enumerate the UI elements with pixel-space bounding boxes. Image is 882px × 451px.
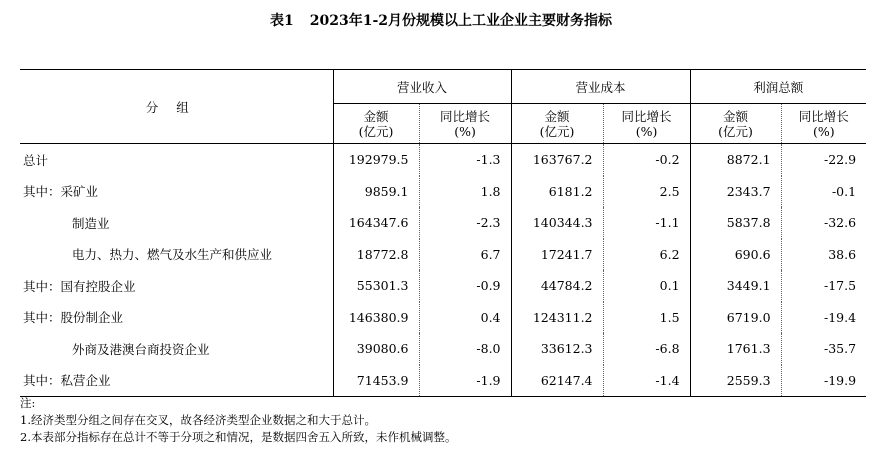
table-row: [20, 176, 866, 208]
table-cell: 2559.3: [690, 365, 781, 397]
table-row: [20, 239, 866, 271]
sub-header-amount: 金额 (亿元): [690, 104, 781, 144]
sub-header-amount: 金额 (亿元): [511, 104, 603, 144]
table-title: [0, 10, 882, 30]
table-row: [20, 333, 866, 365]
table-cell: 17241.7: [511, 239, 603, 271]
row-label: 其中：私营企业: [20, 365, 333, 397]
table-cell: -0.9: [419, 270, 511, 302]
table-cell: 62147.4: [511, 365, 603, 397]
table-cell: 2.5: [603, 176, 690, 208]
table-cell: -0.2: [603, 144, 690, 176]
table-cell: 8872.1: [690, 144, 781, 176]
financial-indicators-table: [20, 69, 866, 397]
table-cell: 1.8: [419, 176, 511, 208]
table-cell: -32.6: [781, 207, 866, 239]
table-cell: 6.7: [419, 239, 511, 271]
table-row: [20, 365, 866, 397]
table-row: [20, 302, 866, 334]
table-cell: 0.1: [603, 270, 690, 302]
table-row: [20, 144, 866, 176]
table-cell: 39080.6: [333, 333, 419, 365]
table-cell: 6.2: [603, 239, 690, 271]
sub-header-amount: 金额 (亿元): [333, 104, 419, 144]
table-number: 表1: [269, 13, 294, 29]
row-group-header: 分组: [20, 70, 333, 144]
table-cell: 2343.7: [690, 176, 781, 208]
table-cell: 9859.1: [333, 176, 419, 208]
table-cell: -6.8: [603, 333, 690, 365]
table-cell: 18772.8: [333, 239, 419, 271]
table-cell: -2.3: [419, 207, 511, 239]
row-label: 其中：采矿业: [23, 184, 99, 200]
row-label: 外商及港澳台商投资企业: [72, 341, 210, 357]
table-cell: 5837.8: [690, 207, 781, 239]
table-row: [20, 270, 866, 302]
row-label: 电力、热力、燃气及水生产和供应业: [72, 247, 273, 263]
table-cell: 163767.2: [511, 144, 603, 176]
table-cell: -8.0: [419, 333, 511, 365]
table-cell: -22.9: [781, 144, 866, 176]
row-label: 制造业: [72, 215, 110, 231]
table-cell: -1.4: [603, 365, 690, 397]
table-cell: 690.6: [690, 239, 781, 271]
sub-header-growth: 同比增长 (%): [603, 104, 690, 144]
table-cell: 6719.0: [690, 302, 781, 334]
note-item: 2.本表部分指标存在总计不等于分项之和情况，是数据四舍五入所致，未作机械调整。: [20, 430, 457, 444]
notes-heading: 注:: [20, 396, 36, 410]
table-cell: 0.4: [419, 302, 511, 334]
table-body: [20, 144, 866, 397]
table-notes: [20, 395, 456, 446]
row-label: 总计: [23, 152, 49, 168]
table-cell: 192979.5: [333, 144, 419, 176]
table-cell: -19.9: [781, 365, 866, 397]
row-label: 其中：股份制企业: [23, 310, 124, 326]
table-cell: -0.1: [781, 176, 866, 208]
table-cell: 55301.3: [333, 270, 419, 302]
group-header-cost: 营业成本: [511, 70, 690, 104]
table-cell: 140344.3: [511, 207, 603, 239]
row-label: 其中：国有控股企业: [23, 278, 136, 294]
table-cell: 146380.9: [333, 302, 419, 334]
table-cell: 71453.9: [333, 365, 419, 397]
table-cell: -1.9: [419, 365, 511, 397]
table-cell: 124311.2: [511, 302, 603, 334]
note-item: 1.经济类型分组之间存在交叉，故各经济类型企业数据之和大于总计。: [20, 413, 376, 427]
table-cell: -35.7: [781, 333, 866, 365]
table-cell: -19.4: [781, 302, 866, 334]
group-header-profit: 利润总额: [690, 70, 866, 104]
table-cell: 1.5: [603, 302, 690, 334]
table-cell: -17.5: [781, 270, 866, 302]
table-cell: -1.1: [603, 207, 690, 239]
table-cell: 164347.6: [333, 207, 419, 239]
sub-header-growth: 同比增长 (%): [419, 104, 511, 144]
table-cell: 44784.2: [511, 270, 603, 302]
table-cell: 33612.3: [511, 333, 603, 365]
group-header-revenue: 营业收入: [333, 70, 511, 104]
table-cell: 6181.2: [511, 176, 603, 208]
table-cell: 38.6: [781, 239, 866, 271]
table-cell: 1761.3: [690, 333, 781, 365]
table-cell: 3449.1: [690, 270, 781, 302]
table-row: [20, 207, 866, 239]
sub-header-growth: 同比增长 (%): [781, 104, 866, 144]
table-title-text: 2023年1-2月份规模以上工业企业主要财务指标: [309, 13, 612, 29]
table-cell: -1.3: [419, 144, 511, 176]
